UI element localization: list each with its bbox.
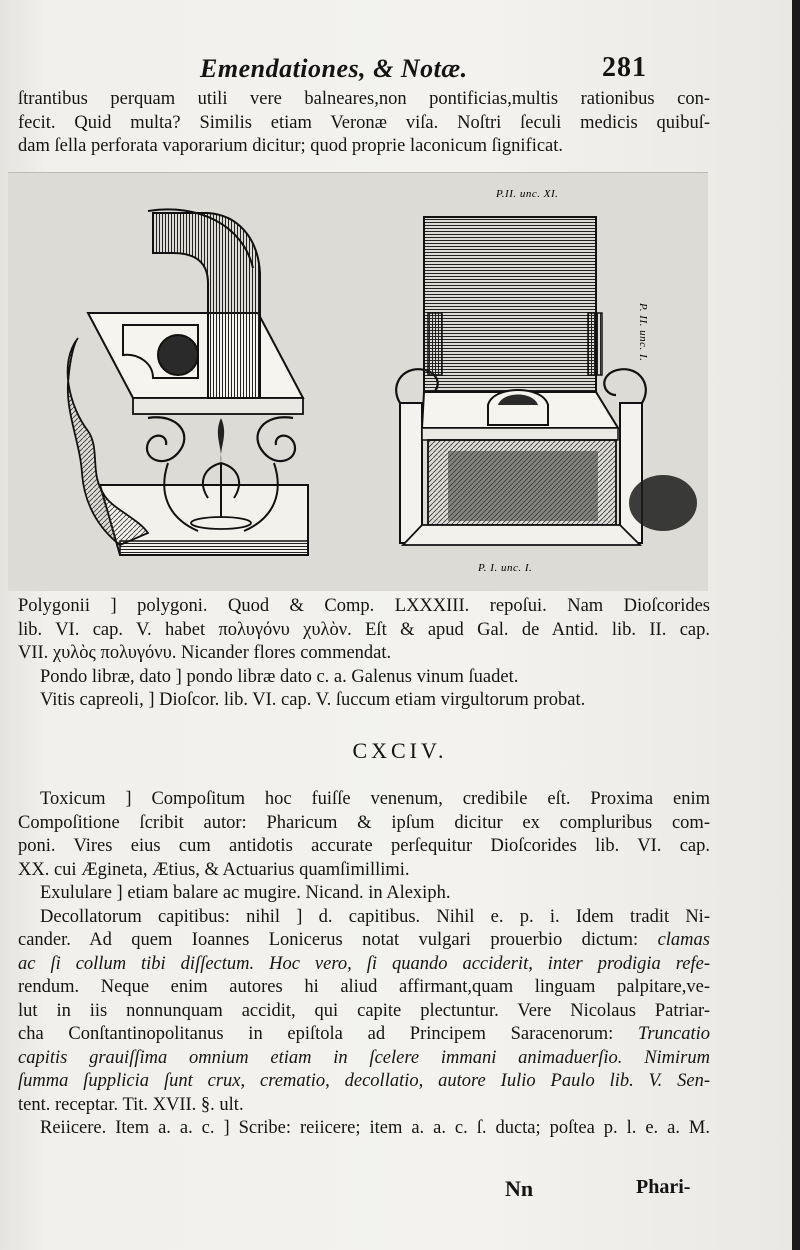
text-line: ſumma ſupplicia ſunt crux, crematio, decollatio, autore Iulio Paulo lib. V. Sen- [18, 1071, 710, 1091]
plate-label-top: P.II. unc. XI. [496, 188, 559, 200]
engraved-plate [8, 172, 708, 591]
running-header [0, 54, 800, 88]
italic-run: Truncatio [638, 1024, 710, 1044]
text-run: cha Conſtantinopolitanus in epiſtola ad Principem Saracenorum: [18, 1024, 614, 1044]
plate-label-bottom: P. I. unc. I. [478, 562, 533, 574]
text-line: Compoſitione ſcribit autor: Pharicum & ipſum dicitur ex compluribus com- [18, 812, 710, 833]
text-run: cander. Ad quem Ioannes Lonicerus notat vulgari prouerbio dictum: [18, 930, 639, 950]
right-throne-figure [396, 217, 697, 545]
text-line: fecit. Quid multa? Similis etiam Veronæ viſa. Noſtri ſeculi medicis quibuſ- [18, 112, 710, 133]
text-line: Exululare ] etiam balare ac mugire. Nicand. in Alexiph. [40, 883, 451, 903]
text-line [18, 1023, 710, 1047]
text-line: lib. VI. cap. V. habet πολυγόνυ χυλὸν. Eſt & apud Gal. de Antid. lib. II. cap. [18, 619, 710, 640]
italic-run: clamas [657, 930, 710, 950]
section-heading: CXCIV. [352, 738, 448, 763]
text-line: Polygonii ] polygoni. Quod & Comp. LXXXIII. repoſui. Nam Dioſcorides [18, 596, 710, 616]
text-line: VII. χυλὸς πολυγόνυ. Nicander flores commendat. [18, 643, 392, 663]
catchword: Phari- [636, 1176, 691, 1198]
notes-block-2 [18, 788, 710, 1141]
text-line: Vitis capreoli, ] Dioſcor. lib. VI. cap. V. ſuccum etiam virgultorum probat. [40, 690, 586, 710]
notes-block-1 [18, 595, 710, 713]
page-number: 281 [602, 52, 647, 83]
running-title: Emendationes, & Notæ. [200, 54, 468, 83]
text-line: dam ſella perforata vaporarium dicitur; quod proprie laconicum ſignificat. [18, 136, 564, 156]
text-line: ac ſi collum tibi diſſectum. Hoc vero, ſi quando acciderit, inter prodigia refe- [18, 953, 710, 974]
text-line: Reiicere. Item a. a. c. ] Scribe: reiicere; item a. a. c. ſ. ducta; poſtea p. l. e. a. M. [40, 1118, 710, 1138]
text-line [18, 929, 710, 953]
text-line: Toxicum ] Compoſitum hoc fuiſſe venenum, credibile eſt. Proxima enim [40, 789, 710, 809]
intro-paragraph [18, 88, 710, 159]
text-line: rendum. Neque enim autores hi aliud affirmant,quam linguam palpitare,ve- [18, 977, 710, 997]
text-line: poni. Vires eius cum antidotis accurate perſequitur Dioſcorides lib. VI. cap. [18, 836, 710, 856]
text-line: XX. cui Ægineta, Ætius, & Actuarius quamſimillimi. [18, 859, 410, 880]
page-footer [0, 1176, 800, 1206]
text-line: Decollatorum capitibus: nihil ] d. capitibus. Nihil e. p. i. Idem tradit Ni- [40, 906, 710, 927]
left-stool-figure [68, 209, 308, 555]
plate-label-side: P. II. unc. I. [637, 303, 649, 362]
page-edge-shadow [792, 0, 800, 1250]
signature-mark: Nn [505, 1176, 534, 1201]
text-line: tent. receptar. Tit. XVII. §. ult. [18, 1094, 244, 1115]
text-line: Pondo libræ, dato ] pondo libræ dato c. a. Galenus vinum ſuadet. [40, 666, 519, 687]
text-line: ſtrantibus perquam utili vere balneares,non pontificias,multis rationibus con- [18, 89, 710, 109]
text-line: lut in iis nonnunquam accidit, qui capite plectuntur. Vere Nicolaus Patriar- [18, 1000, 710, 1021]
text-line: capitis grauiſſima omnium etiam in ſcelere immani animaduerſio. Nimirum [18, 1047, 710, 1068]
plate-illustration [8, 173, 708, 591]
